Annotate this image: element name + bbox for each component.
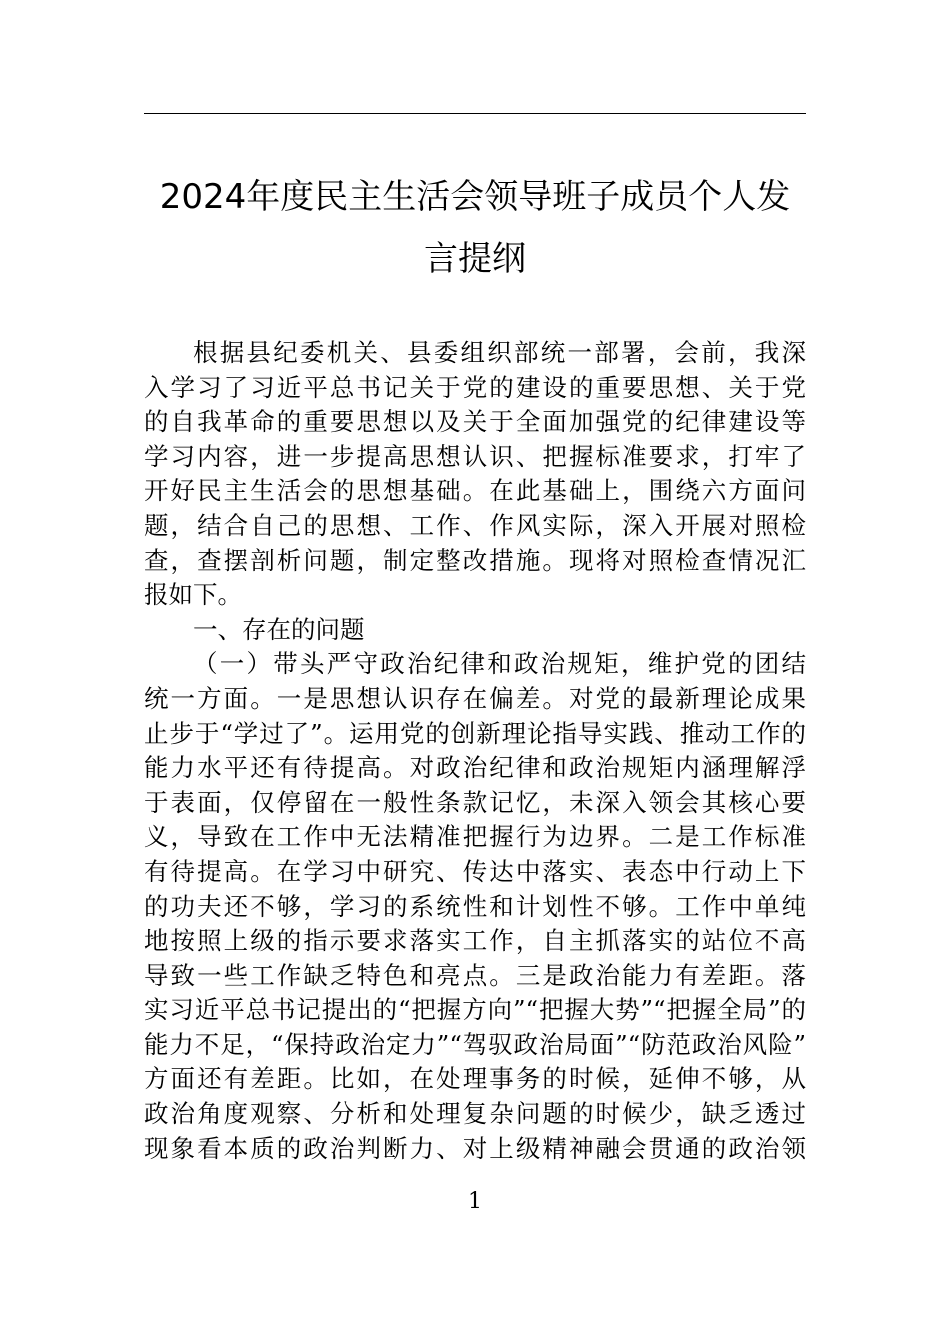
document-title bbox=[144, 166, 806, 290]
text-line: 现象看本质的政治判断力、对上级精神融会贯通的政治领 bbox=[144, 1133, 806, 1163]
text-line: 入学习了习近平总书记关于党的建设的重要思想、关于党 bbox=[144, 372, 806, 402]
text-line: 的功夫还不够，学习的系统性和计划性不够。工作中单纯 bbox=[144, 891, 806, 921]
text-line: 报如下。 bbox=[144, 580, 242, 610]
section-heading bbox=[144, 613, 806, 648]
text-line: 有待提高。在学习中研究、传达中落实、表态中行动上下 bbox=[144, 856, 806, 886]
text-line: 能力不足，“保持政治定力”“驾驭政治局面”“防范政治风险” bbox=[144, 1029, 806, 1059]
text-line: 方面还有差距。比如，在处理事务的时候，延伸不够，从 bbox=[144, 1064, 806, 1094]
title-line-1: 2024年度民主生活会领导班子成员个人发 bbox=[159, 177, 791, 217]
text-line: 根据县纪委机关、县委组织部统一部署，会前，我深 bbox=[193, 338, 806, 367]
text-line: 地按照上级的指示要求落实工作，自主抓落实的站位不高 bbox=[144, 926, 806, 956]
paragraph-intro bbox=[144, 336, 806, 613]
text-line: 实习近平总书记提出的“把握方向”“把握大势”“把握全局”的 bbox=[144, 995, 806, 1025]
page-number: 1 bbox=[468, 1189, 482, 1214]
text-line: 统一方面。一是思想认识存在偏差。对党的最新理论成果 bbox=[144, 683, 806, 713]
text-line: 政治角度观察、分析和处理复杂问题的时候少，缺乏透过 bbox=[144, 1099, 806, 1129]
text-line: 查，查摆剖析问题，制定整改措施。现将对照检查情况汇 bbox=[144, 545, 806, 575]
text-line: 题，结合自己的思想、工作、作风实际，深入开展对照检 bbox=[144, 510, 806, 540]
header-rule bbox=[144, 113, 806, 114]
text-line: 的自我革命的重要思想以及关于全面加强党的纪律建设等 bbox=[144, 407, 806, 437]
text-line: 能力水平还有待提高。对政治纪律和政治规矩内涵理解浮 bbox=[144, 753, 806, 783]
text-line: 于表面，仅停留在一般性条款记忆，未深入领会其核心要 bbox=[144, 787, 806, 817]
text-line: 导致一些工作缺乏特色和亮点。三是政治能力有差距。落 bbox=[144, 960, 806, 990]
title-line-2: 言提纲 bbox=[424, 239, 526, 279]
section-heading-text: 一、存在的问题 bbox=[193, 614, 365, 644]
text-line: 义，导致在工作中无法精准把握行为边界。二是工作标准 bbox=[144, 822, 806, 852]
text-line: （一）带头严守政治纪律和政治规矩，维护党的团结 bbox=[193, 649, 806, 679]
document-body bbox=[144, 336, 806, 1166]
text-line: 止步于“学过了”。运用党的创新理论指导实践、推动工作的 bbox=[144, 718, 806, 748]
text-line: 开好民主生活会的思想基础。在此基础上，围绕六方面问 bbox=[144, 476, 806, 506]
text-line: 学习内容，进一步提高思想认识、把握标准要求，打牢了 bbox=[144, 441, 806, 471]
paragraph-issue-1 bbox=[144, 647, 806, 1166]
